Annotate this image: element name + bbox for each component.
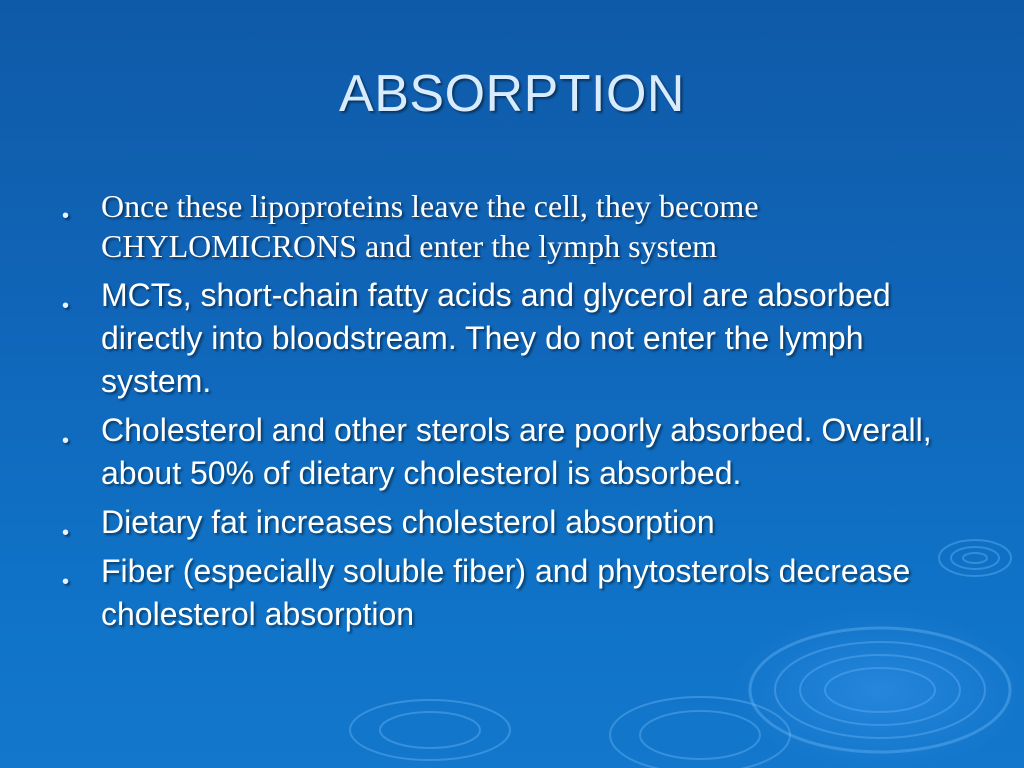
bullet-text: Cholesterol and other sterols are poorly absorbed. Overall, about 50% of dietary cholesterol is absorbed.	[101, 412, 932, 491]
bullet-item-mcts	[60, 274, 980, 403]
bullet-icon: •	[62, 295, 70, 317]
bullet-item-fiber	[60, 550, 980, 636]
bullet-icon: •	[62, 430, 70, 452]
bullet-icon: •	[62, 571, 70, 593]
bullet-item-cholesterol	[60, 409, 980, 495]
bullet-text: MCTs, short-chain fatty acids and glycerol are absorbed directly into bloodstream. They do not enter the lymph system.	[101, 277, 891, 399]
bullet-text: Dietary fat increases cholesterol absorption	[101, 504, 715, 540]
bullet-text: Once these lipoproteins leave the cell, they become CHYLOMICRONS and enter the lymph system	[101, 188, 759, 264]
slide-title: ABSORPTION	[339, 65, 685, 123]
bullet-list	[60, 186, 980, 642]
bullet-item-chylomicrons	[60, 186, 980, 266]
bullet-icon: •	[62, 522, 70, 544]
bullet-icon: •	[62, 205, 70, 227]
bullet-item-dietary-fat	[60, 501, 980, 544]
bullet-text: Fiber (especially soluble fiber) and phytosterols decrease cholesterol absorption	[101, 553, 911, 632]
